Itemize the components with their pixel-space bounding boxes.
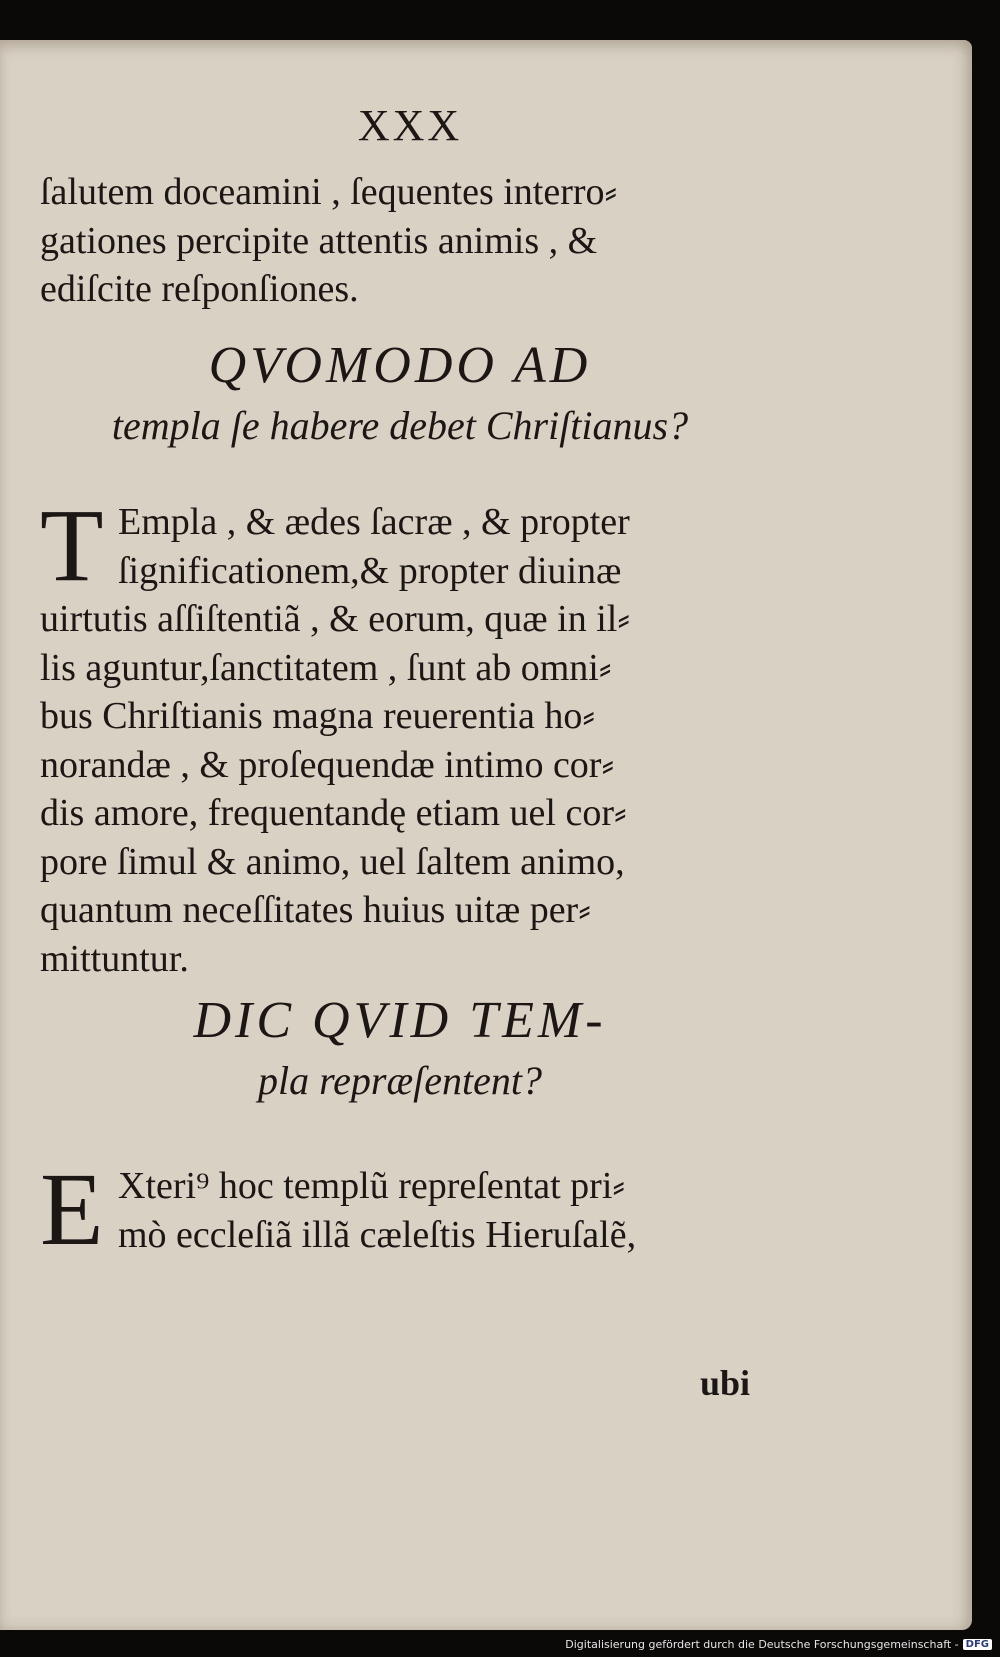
text-line: Xteri⁹ hoc templũ repreſentat pri⸗ [118,1165,626,1207]
page-number: XXX [357,101,463,150]
text-line: bus Chriſtianis magna reuerentia ho⸗ [40,695,596,737]
catchword: ubi [700,1363,751,1403]
text-line: pore ſimul & animo, uel ſaltem animo, [40,840,625,883]
text-line: norandæ , & proſequendæ intimo cor⸗ [40,743,615,786]
heading-main: DIC QVID TEM- [193,992,607,1049]
text-line: Empla , & ædes ſacræ , & propter [118,501,630,543]
text-line: mò eccleſiã illã cæleſtis Hieruſalẽ, [118,1213,637,1256]
dfg-logo-icon: DFG [963,1639,992,1650]
text-line: lis aguntur,ſanctitatem , ſunt ab omni⸗ [40,646,612,689]
text-line: uirtutis aſſiſtentiã , & eorum, quæ in il⸗ [40,598,630,640]
text-line: ediſcite reſponſiones. [40,268,359,310]
text-line: dis amore, frequentandę etiam uel cor⸗ [40,792,627,834]
footer-text: Digitalisierung gefördert durch die Deutsche Forschungsgemeinschaft - [565,1638,959,1651]
book-page [0,40,972,1630]
text-line: gationes percipite attentis animis , & [40,219,598,262]
section-heading-2 [40,990,760,1110]
section-heading-1 [40,335,760,455]
paragraph-1 [40,488,760,983]
heading-sub: pla repræſentent? [257,1058,543,1103]
drop-cap: E [40,1152,104,1267]
paragraph-2 [40,1152,760,1267]
text-line: quantum neceſſitates huius uitæ per⸗ [40,889,591,931]
heading-sub: templa ſe habere debet Chriſtianus? [111,403,689,448]
intro-paragraph [40,168,760,314]
drop-cap: T [40,488,104,603]
heading-main: QVOMODO AD [208,337,592,394]
text-line: ſignificationem,& propter diuinæ [118,549,622,592]
text-line: ſalutem doceamini , ſequentes interro⸗ [40,171,618,213]
text-line: mittuntur. [40,937,189,980]
digitization-footer [565,1638,992,1651]
